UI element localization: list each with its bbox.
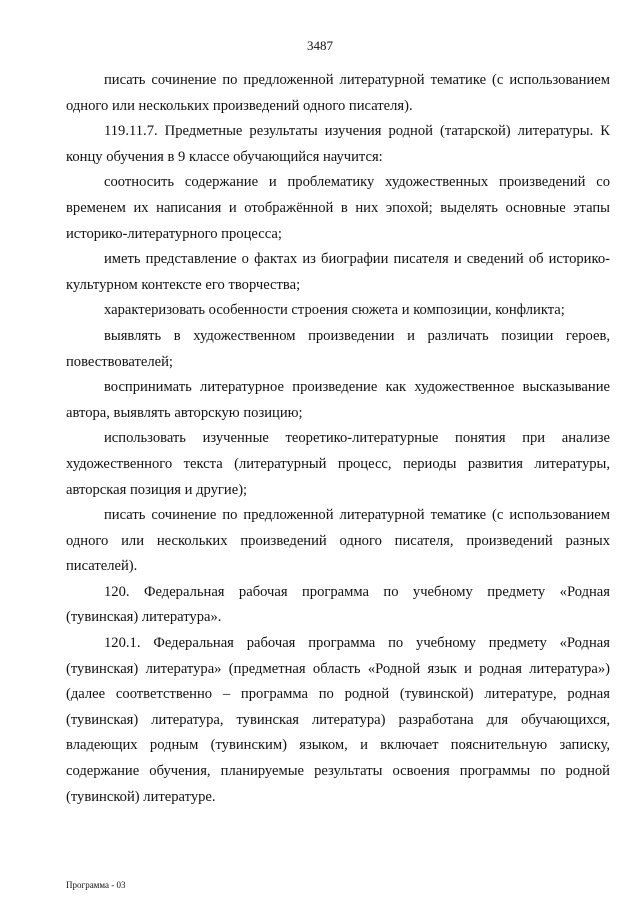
section-heading-paragraph: 120. Федеральная рабочая программа по учебному предмету «Родная (тувинская) литература».	[66, 583, 610, 626]
paragraph: воспринимать литературное произведение как художественное высказывание автора, выявлять авторскую позицию;	[66, 379, 610, 421]
paragraph: писать сочинение по предложенной литературной тематике (с использованием одного или нескольких произведений одного писателя).	[66, 72, 610, 114]
paragraph: иметь представление о фактах из биографии писателя и сведений об историко-культурном контексте его творчества;	[66, 251, 610, 293]
paragraph: выявлять в художественном произведении и различать позиции героев, повествователей;	[66, 327, 610, 370]
paragraph: 119.11.7. Предметные результаты изучения родной (татарской) литературы. К концу обучения в 9 классе обучающийся научится:	[66, 123, 610, 165]
paragraph: писать сочинение по предложенной литературной тематике (с использованием одного или нескольких произведений одного писателя, произведений разных писателей).	[66, 507, 610, 575]
paragraph: использовать изученные теоретико-литературные понятия при анализе художественного текста (литературный процесс, периоды развития литературы, авторская позиция и другие);	[66, 430, 610, 498]
page-number: 3487	[307, 38, 333, 53]
paragraph: характеризовать особенности строения сюжета и композиции, конфликта;	[104, 302, 565, 319]
footer-label: Программа - 03	[66, 880, 126, 890]
paragraph: 120.1. Федеральная рабочая программа по учебному предмету «Родная (тувинская) литература» (предметная область «Родной язык и родная литература») (далее соответственно – программа по родной (тувинской) литературе, родная (тувинская) литература, тувинская литература) разработана для обучающихся, владеющих родным (тувинским) языком, и включает пояснительную записку, содержание обучения, планируемые результаты освоения программы по родной (тувинской) литературе.	[66, 635, 610, 805]
paragraph: соотносить содержание и проблематику художественных произведений со временем их написания и отображённой в них эпохой; выделять основные этапы историко-литературного процесса;	[66, 174, 610, 242]
document-body	[66, 68, 610, 810]
